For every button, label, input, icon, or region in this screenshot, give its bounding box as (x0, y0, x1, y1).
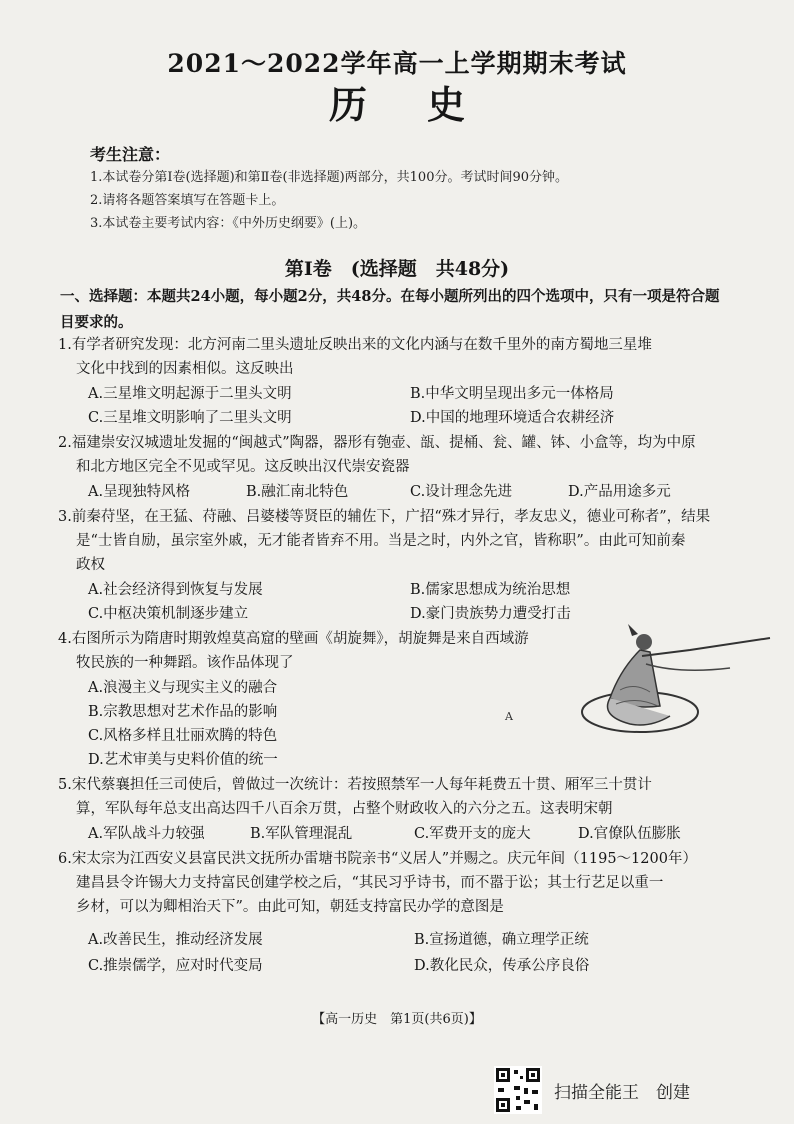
question-line: 5.宋代蔡襄担任三司使后，曾做过一次统计：若按照禁军一人每年耗费五十贯、厢军三十贯计 (58, 777, 652, 793)
question-line: 建昌县令许锡大力支持富民创建学校之后，“其民习乎诗书，而不嚣于讼；其士行艺足以重一 (76, 875, 664, 891)
question-line: 和北方地区完全不见或罕见。这反映出汉代崇安瓷器 (76, 459, 410, 475)
option-d: D.教化民众，传承公序良俗 (414, 958, 590, 974)
option-c: C.风格多样且壮丽欢腾的特色 (88, 728, 278, 744)
qr-code-icon (494, 1066, 542, 1114)
option-d: D.产品用途多元 (568, 484, 671, 500)
page-footer: 【高一历史 第1页(共6页)】 (312, 1012, 482, 1027)
notice-heading: 考生注意： (90, 145, 171, 164)
question-line: 3.前秦苻坚，在王猛、苻融、吕婆楼等贤臣的辅佐下，广招“殊才异行，孝友忠义，德业可称者”，结果 (58, 509, 711, 525)
option-c: C.三星堆文明影响了二里头文明 (88, 410, 292, 426)
option-c: C.设计理念先进 (410, 484, 513, 500)
option-a: A.军队战斗力较强 (88, 826, 205, 842)
option-a: A.三星堆文明起源于二里头文明 (88, 386, 292, 402)
option-d: D.中国的地理环境适合农耕经济 (410, 410, 615, 426)
question-line: 文化中找到的因素相似。这反映出 (76, 361, 294, 377)
question-line: 牧民族的一种舞蹈。该作品体现了 (76, 655, 294, 671)
option-d: D.艺术审美与史料价值的统一 (88, 752, 278, 768)
option-c: C.军费开支的庞大 (414, 826, 531, 842)
option-b: B.宗教思想对艺术作品的影响 (88, 704, 278, 720)
subject-title: 历史 (328, 82, 525, 127)
option-c: C.推崇儒学，应对时代变局 (88, 958, 263, 974)
option-a: A.社会经济得到恢复与发展 (88, 582, 263, 598)
question-line: 2.福建崇安汉城遗址发掘的“闽越式”陶器，器形有匏壶、瓿、提桶、瓮、罐、钵、小盒等，均为中原 (58, 435, 696, 451)
question-line: 是“士皆自励，虽宗室外戚，无才能者皆弃不用。当是之时，内外之官，皆称职”。由此可知前秦 (76, 533, 686, 549)
notice-item: 2.请将各题答案填写在答题卡上。 (90, 193, 285, 208)
section-intro: 一、选择题：本题共24小题，每小题2分，共48分。在每小题所列出的四个选项中，只有一项是符合题目要求的。 (60, 288, 720, 331)
option-d: D.官僚队伍膨胀 (578, 826, 681, 842)
option-c: C.中枢决策机制逐步建立 (88, 606, 249, 622)
option-b: B.军队管理混乱 (250, 826, 353, 842)
section-title: 第Ⅰ卷 (选择题 共48分) (284, 258, 510, 280)
option-b: B.宣扬道德，确立理学正统 (414, 932, 589, 948)
notice-item: 1.本试卷分第Ⅰ卷(选择题)和第Ⅱ卷(非选择题)两部分，共100分。考试时间90分钟。 (90, 170, 569, 185)
option-b: B.儒家思想成为统治思想 (410, 582, 571, 598)
option-a: A.改善民生，推动经济发展 (88, 932, 263, 948)
option-a: A.浪漫主义与现实主义的融合 (88, 680, 278, 696)
option-a: A.呈现独特风格 (88, 484, 191, 500)
question-line: 算，军队每年总支出高达四千八百余万贯，占整个财政收入的六分之五。这表明宋朝 (76, 801, 613, 817)
option-b: B.中华文明呈现出多元一体格局 (410, 386, 614, 402)
notice-item: 3.本试卷主要考试内容：《中外历史纲要》(上)。 (90, 216, 367, 231)
question-line: 乡材，可以为卿相治天下”。由此可知，朝廷支持富民办学的意图是 (76, 899, 504, 915)
question-line: 4.右图所示为隋唐时期敦煌莫高窟的壁画《胡旋舞》，胡旋舞是来自西域游 (58, 631, 529, 647)
option-d: D.豪门贵族势力遭受打击 (410, 606, 571, 622)
figure-mark: A (505, 710, 513, 723)
dancer-illustration (580, 620, 780, 740)
exam-title: 2021～2022学年高一上学期期末考试 (167, 49, 627, 78)
question-line: 政权 (76, 557, 105, 573)
scanner-watermark: 扫描全能王 创建 (554, 1083, 690, 1103)
question-line: 6.宋太宗为江西安义县富民洪文抚所办雷塘书院亲书“义居人”并赐之。庆元年间（1195～1200年） (58, 851, 697, 867)
question-line: 1.有学者研究发现：北方河南二里头遗址反映出来的文化内涵与在数千里外的南方蜀地三星堆 (58, 337, 652, 353)
option-b: B.融汇南北特色 (246, 484, 349, 500)
